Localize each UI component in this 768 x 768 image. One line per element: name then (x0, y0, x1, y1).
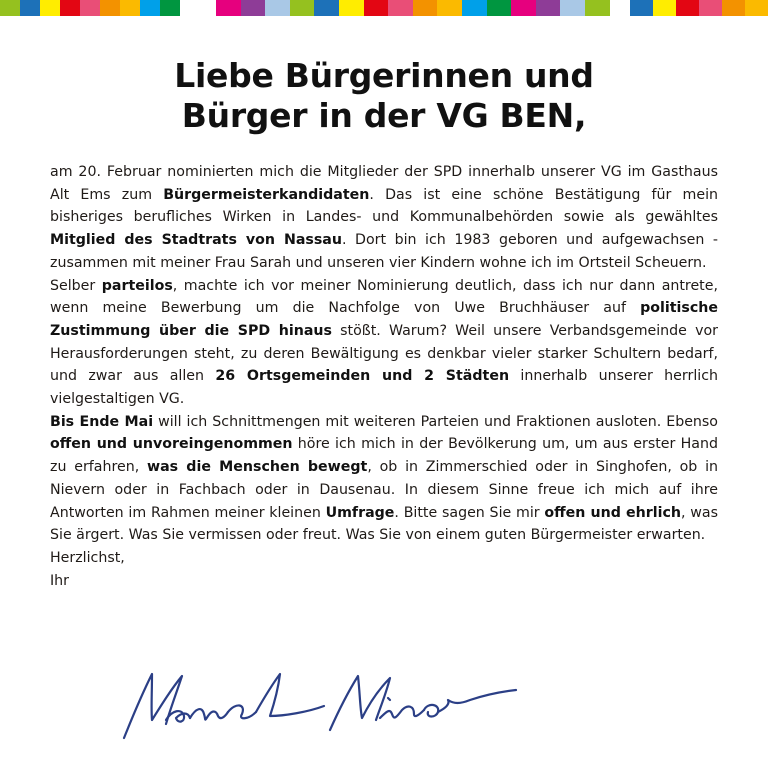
stripe-tile (676, 0, 699, 16)
color-stripe-right (630, 0, 768, 16)
stripe-tile (265, 0, 290, 16)
sign-off: Ihr (50, 572, 70, 589)
stripe-tile (745, 0, 768, 16)
stripe-tile (462, 0, 487, 16)
stripe-tile (140, 0, 160, 16)
closing-greeting: Herzlichst, (50, 549, 125, 566)
text-run: . Das ist eine schöne Bestätigung für mein bisheriges berufliches Wirken in Landes- und Kommunalbehörden sowie als gewähltes (50, 186, 718, 226)
text-run: will ich Schnittmengen mit weiteren Parteien und Fraktionen ausloten. Ebenso (153, 413, 718, 430)
paragraph-nomination (50, 161, 718, 275)
stripe-tile (0, 0, 20, 16)
stripe-tile (487, 0, 512, 16)
stripe-tile (511, 0, 536, 16)
stripe-tile (364, 0, 389, 16)
heading-line-2: Bürger in der VG BEN, (181, 96, 587, 135)
stripe-tile (314, 0, 339, 16)
letter-heading (0, 56, 768, 136)
text-run: , ob in Zimmerschied oder in Singhofen, ob in Nievern oder in Fachbach oder in Dausenau. In diesem Sinne freue ich mich auf ihre Antworten im Rahmen meiner kleinen (50, 459, 718, 521)
stripe-tile (388, 0, 413, 16)
stripe-tile (653, 0, 676, 16)
text-run: höre ich mich in der Bevölkerung um, um aus erster Hand zu erfahren, (50, 436, 719, 476)
stripe-tile (216, 0, 241, 16)
handwritten-signature (118, 668, 538, 750)
bold-run: politische Zustimmung über die SPD hinaus (50, 300, 718, 339)
text-run: Selber (50, 277, 102, 294)
stripe-tile (630, 0, 653, 16)
bold-run: was die Menschen bewegt (146, 459, 368, 476)
text-run: . Bitte sagen Sie mir (394, 504, 545, 521)
letter-body (50, 161, 718, 592)
paragraph-independent (50, 275, 718, 411)
stripe-tile (536, 0, 561, 16)
bold-run: offen und unvoreingenommen (50, 436, 293, 453)
stripe-tile (722, 0, 745, 16)
bold-run: parteilos (101, 277, 173, 294)
color-stripe-center (216, 0, 610, 16)
text-run: . Dort bin ich 1983 geboren und aufgewachsen - zusammen mit meiner Frau Sarah und unseren vier Kindern wohne ich im Ortsteil Scheuern. (50, 232, 718, 271)
heading-line-1: Liebe Bürgerinnen und (174, 56, 594, 95)
text-run: innerhalb unserer herrlich vielgestaltigen VG. (50, 368, 718, 408)
text-run: stößt. Warum? Weil unsere Verbandsgemeinde vor Herausforderungen steht, zu deren Bewältigung es denkbar vieler starker Schultern bedarf, und zwar aus allen (50, 322, 719, 385)
color-stripe-left (0, 0, 180, 16)
stripe-tile (560, 0, 585, 16)
text-run: , machte ich vor meiner Nominierung deutlich, dass ich nur dann antrete, wenn meine Bewerbung um die Nachfolge von Uwe Bruchhäuser auf (50, 277, 718, 317)
stripe-tile (437, 0, 462, 16)
stripe-tile (290, 0, 315, 16)
stripe-tile (413, 0, 438, 16)
stripe-tile (80, 0, 100, 16)
paragraph-survey (50, 411, 718, 547)
stripe-tile (20, 0, 40, 16)
stripe-tile (40, 0, 60, 16)
stripe-tile (585, 0, 610, 16)
stripe-tile (699, 0, 722, 16)
bold-run: Mitglied des Stadtrats von Nassau (50, 232, 342, 249)
text-run: am 20. Februar nominierten mich die Mitglieder der SPD innerhalb unserer VG im Gasthaus Alt Ems zum (50, 164, 718, 203)
stripe-tile (160, 0, 180, 16)
bold-run: Bürgermeisterkandidaten (163, 186, 370, 203)
stripe-tile (100, 0, 120, 16)
bold-run: 26 Ortsgemeinden und 2 Städten (215, 368, 510, 385)
bold-run: Umfrage (325, 504, 395, 521)
stripe-tile (120, 0, 140, 16)
stripe-tile (339, 0, 364, 16)
stripe-tile (60, 0, 80, 16)
text-run: , was Sie ärgert. Was Sie vermissen oder freut. Was Sie von einem guten Bürgermeister erwarten. (50, 504, 718, 544)
bold-run: offen und ehrlich (544, 504, 682, 521)
bold-run: Bis Ende Mai (50, 413, 154, 430)
stripe-tile (241, 0, 266, 16)
